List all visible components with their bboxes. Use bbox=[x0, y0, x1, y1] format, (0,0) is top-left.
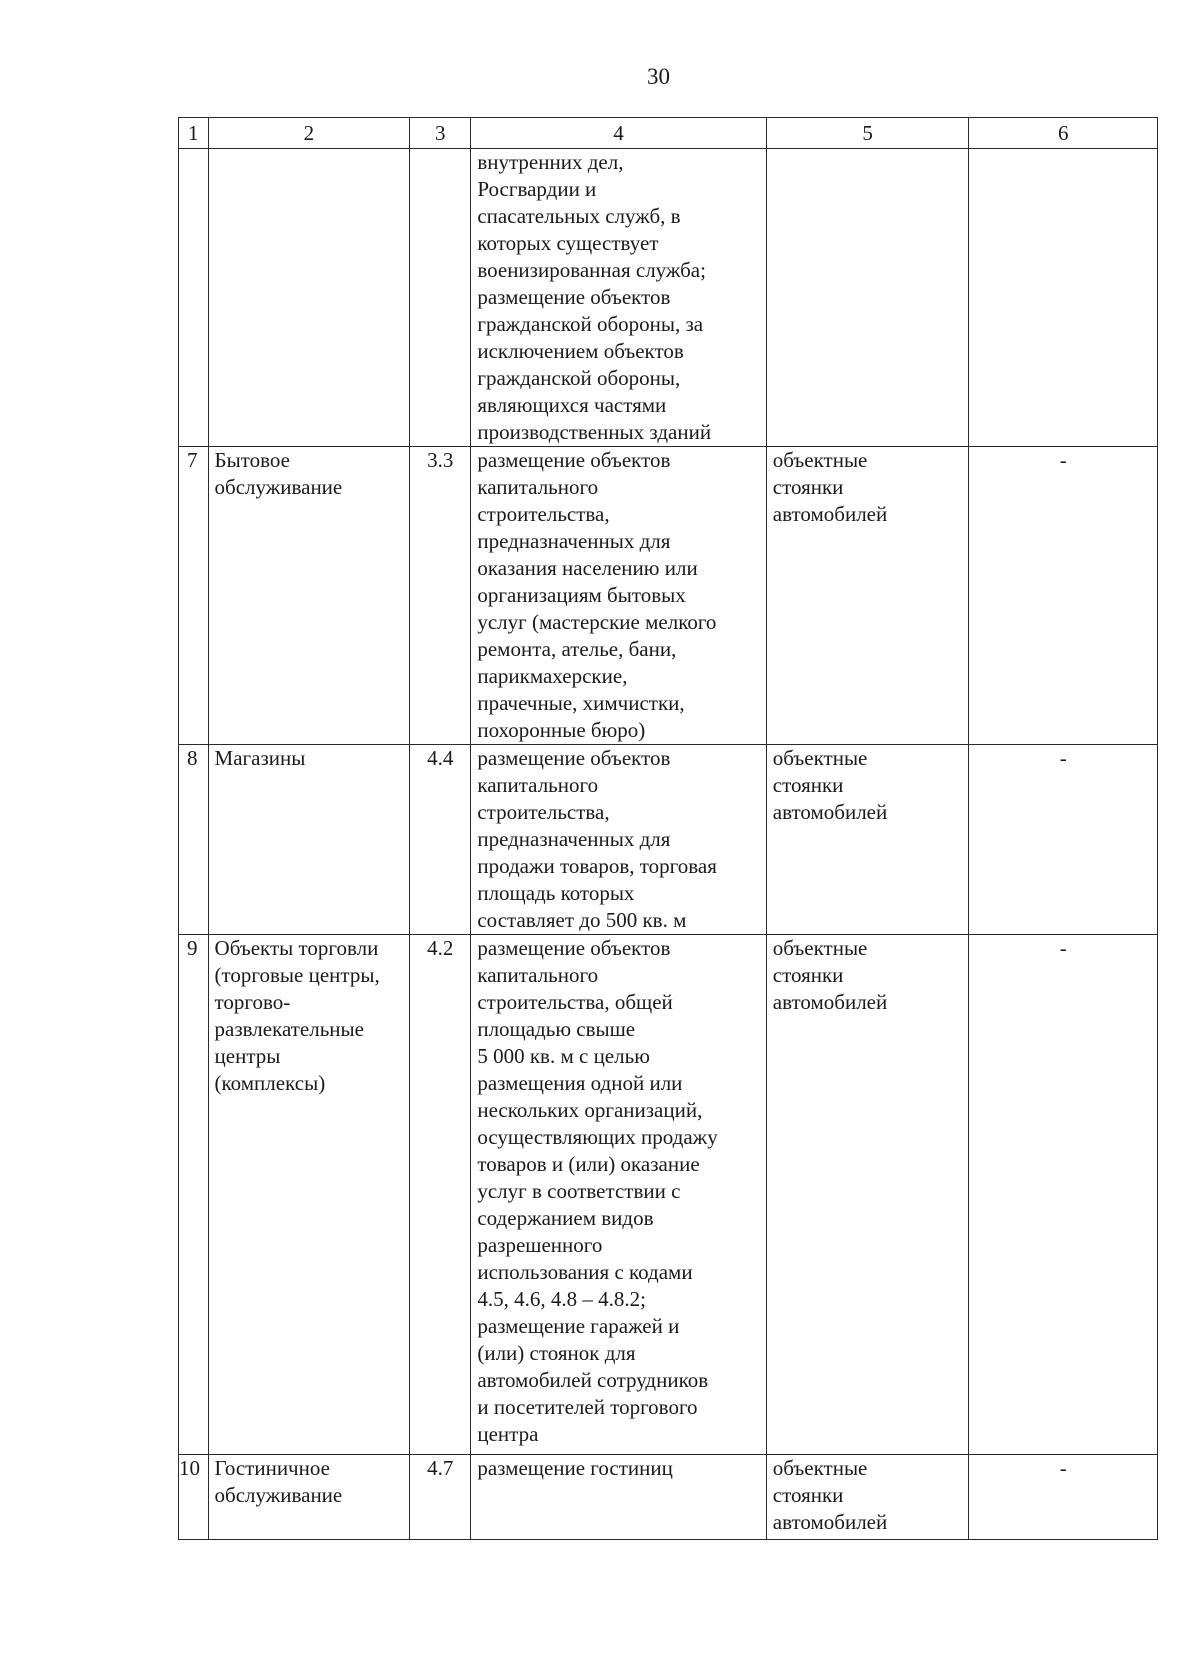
row-number: 7 bbox=[179, 447, 209, 745]
row-number: 8 bbox=[179, 745, 209, 935]
use-type-code: 3.3 bbox=[410, 447, 471, 745]
row-number: 10 bbox=[179, 1455, 209, 1540]
column-6-value: - bbox=[969, 745, 1158, 935]
column-6-value: - bbox=[969, 447, 1158, 745]
use-type-code: 4.7 bbox=[410, 1455, 471, 1540]
table-row bbox=[179, 935, 1158, 1455]
column-6-value: - bbox=[969, 935, 1158, 1455]
use-type-description: размещение объектов капитального строительства, предназначенных для оказания населению или организациям бытовых услуг (мастерские мелкого ремонта, ателье, бани, парикмахерские, прачечные, химчистки, похоронные бюро) bbox=[471, 447, 766, 745]
use-type-name: Бытовое обслуживание bbox=[208, 447, 410, 745]
use-type-code bbox=[410, 149, 471, 447]
use-type-code: 4.2 bbox=[410, 935, 471, 1455]
table-row bbox=[179, 149, 1158, 447]
column-header-5: 5 bbox=[766, 118, 969, 149]
column-header-3: 3 bbox=[410, 118, 471, 149]
row-number bbox=[179, 149, 209, 447]
use-type-code: 4.4 bbox=[410, 745, 471, 935]
auxiliary-use: объектные стоянки автомобилей bbox=[766, 935, 969, 1455]
auxiliary-use: объектные стоянки автомобилей bbox=[766, 447, 969, 745]
column-header-2: 2 bbox=[208, 118, 410, 149]
column-header-4: 4 bbox=[471, 118, 766, 149]
use-type-name: Гостиничное обслуживание bbox=[208, 1455, 410, 1540]
table-header-row bbox=[179, 118, 1158, 149]
use-type-description: размещение объектов капитального строительства, общей площадью свыше 5 000 кв. м с целью размещения одной или нескольких организаций, осуществляющих продажу товаров и (или) оказание услуг в соответствии с содержанием видов разрешенного использования с кодами 4.5, 4.6, 4.8 – 4.8.2; размещение гаражей и (или) стоянок для автомобилей сотрудников и посетителей торгового центра bbox=[471, 935, 766, 1455]
use-type-description: размещение объектов капитального строительства, предназначенных для продажи товаров, торговая площадь которых составляет до 500 кв. м bbox=[471, 745, 766, 935]
auxiliary-use bbox=[766, 149, 969, 447]
table-row bbox=[179, 447, 1158, 745]
use-type-description: размещение гостиниц bbox=[471, 1455, 766, 1540]
column-6-value bbox=[969, 149, 1158, 447]
use-type-name bbox=[208, 149, 410, 447]
page-number: 30 bbox=[647, 64, 670, 89]
column-6-value: - bbox=[969, 1455, 1158, 1540]
use-type-description: внутренних дел, Росгвардии и спасательных служб, в которых существует военизированная служба; размещение объектов гражданской обороны, за исключением объектов гражданской обороны, являющихся частями производственных зданий bbox=[471, 149, 766, 447]
row-number: 9 bbox=[179, 935, 209, 1455]
column-header-6: 6 bbox=[969, 118, 1158, 149]
table-row bbox=[179, 745, 1158, 935]
auxiliary-use: объектные стоянки автомобилей bbox=[766, 745, 969, 935]
use-type-name: Объекты торговли (торговые центры, торгово- развлекательные центры (комплексы) bbox=[208, 935, 410, 1455]
use-type-name: Магазины bbox=[208, 745, 410, 935]
table-row bbox=[179, 1455, 1158, 1540]
land-use-table bbox=[178, 117, 1158, 1540]
auxiliary-use: объектные стоянки автомобилей bbox=[766, 1455, 969, 1540]
column-header-1: 1 bbox=[179, 118, 209, 149]
